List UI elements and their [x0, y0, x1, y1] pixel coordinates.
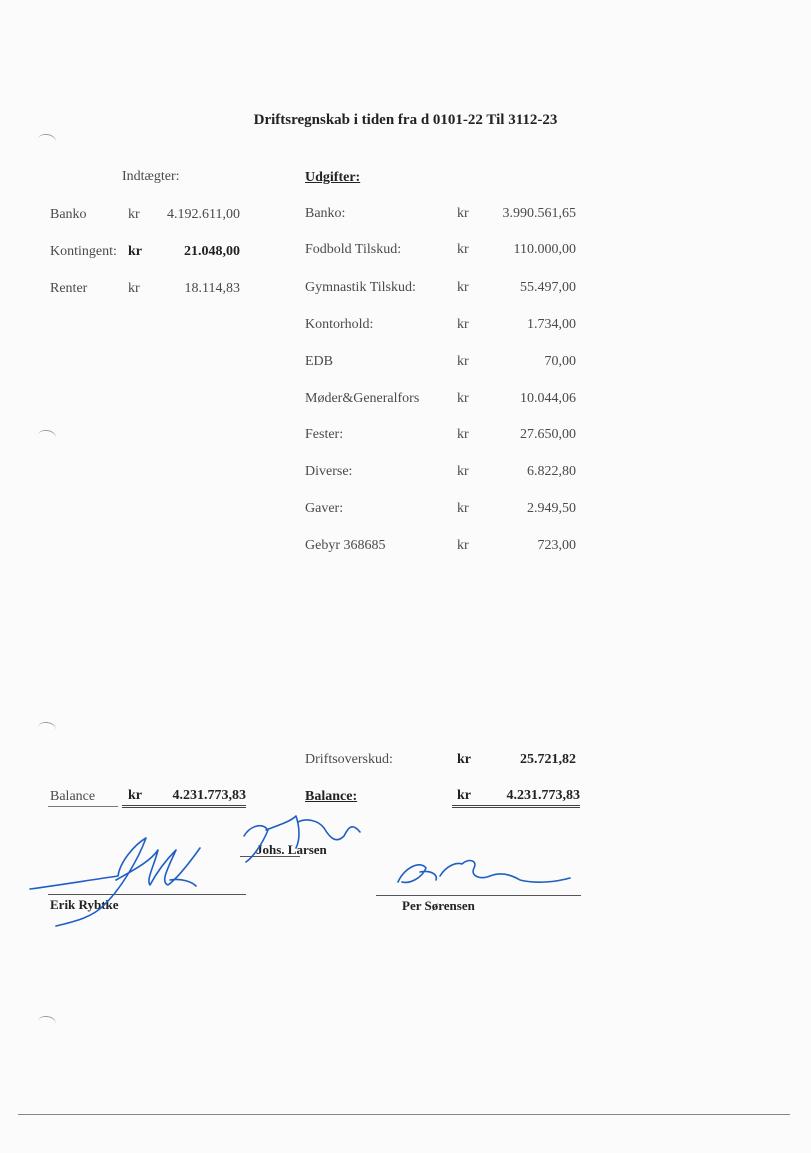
- expense-amount: 6.822,80: [527, 464, 576, 479]
- surplus-label: Driftsoverskud:: [305, 752, 393, 767]
- expense-label: Gymnastik Tilskud:: [305, 280, 416, 295]
- income-currency: kr: [128, 281, 140, 296]
- expense-currency: kr: [457, 501, 469, 516]
- income-label: Kontingent:: [50, 244, 117, 259]
- expense-label: EDB: [305, 354, 333, 369]
- expense-label: Fodbold Tilskud:: [305, 242, 402, 257]
- expense-currency: kr: [457, 464, 469, 479]
- income-balance-currency: kr: [128, 788, 142, 803]
- surplus-currency: kr: [457, 752, 471, 767]
- expenses-balance-amount: 4.231.773,83: [506, 788, 580, 803]
- expense-currency: kr: [457, 354, 469, 369]
- expense-amount: 723,00: [537, 538, 576, 553]
- expense-label: Kontorhold:: [305, 317, 374, 332]
- expense-label: Møder&Generalfors: [305, 391, 420, 406]
- income-amount: 21.048,00: [184, 244, 240, 259]
- income-label: Renter: [50, 281, 88, 296]
- expense-amount: 27.650,00: [520, 427, 576, 442]
- expense-amount: 2.949,50: [527, 501, 576, 516]
- expense-label: Gebyr 368685: [305, 538, 386, 553]
- income-currency: kr: [128, 244, 142, 259]
- expenses-balance-label: Balance:: [305, 789, 358, 804]
- expense-currency: kr: [457, 538, 469, 553]
- expense-amount: 10.044,06: [520, 391, 576, 406]
- signatory-name: Erik Rybtke: [50, 897, 119, 912]
- income-amount: 18.114,83: [184, 281, 240, 296]
- expense-label: Diverse:: [305, 464, 353, 479]
- expense-currency: kr: [457, 317, 469, 332]
- income-balance-label: Balance: [50, 789, 96, 804]
- expenses-balance-currency: kr: [457, 788, 471, 803]
- signatory-name: Johs. Larsen: [256, 842, 327, 857]
- income-balance-amount: 4.231.773,83: [172, 788, 246, 803]
- expense-currency: kr: [457, 427, 469, 442]
- expense-amount: 1.734,00: [527, 317, 576, 332]
- expense-currency: kr: [457, 242, 469, 257]
- page-bottom-rule: [18, 1114, 790, 1115]
- expense-currency: kr: [457, 391, 469, 406]
- expenses-heading: Udgifter:: [305, 170, 361, 185]
- expense-amount: 55.497,00: [520, 280, 576, 295]
- expense-amount: 70,00: [544, 354, 576, 369]
- expense-currency: kr: [457, 280, 469, 295]
- expense-amount: 3.990.561,65: [502, 206, 576, 221]
- expense-label: Gaver:: [305, 501, 344, 516]
- income-label: Banko: [50, 207, 87, 222]
- expense-label: Fester:: [305, 427, 344, 442]
- document-title: Driftsregnskab i tiden fra d 0101-22 Til 3112-23: [253, 112, 558, 128]
- income-heading: Indtægter:: [122, 169, 180, 184]
- signatory-name: Per Sørensen: [402, 898, 475, 913]
- expense-label: Banko:: [305, 206, 346, 221]
- income-amount: 4.192.611,00: [167, 207, 240, 222]
- expense-currency: kr: [457, 206, 469, 221]
- expense-amount: 110.000,00: [513, 242, 576, 257]
- surplus-amount: 25.721,82: [520, 752, 576, 767]
- income-currency: kr: [128, 207, 140, 222]
